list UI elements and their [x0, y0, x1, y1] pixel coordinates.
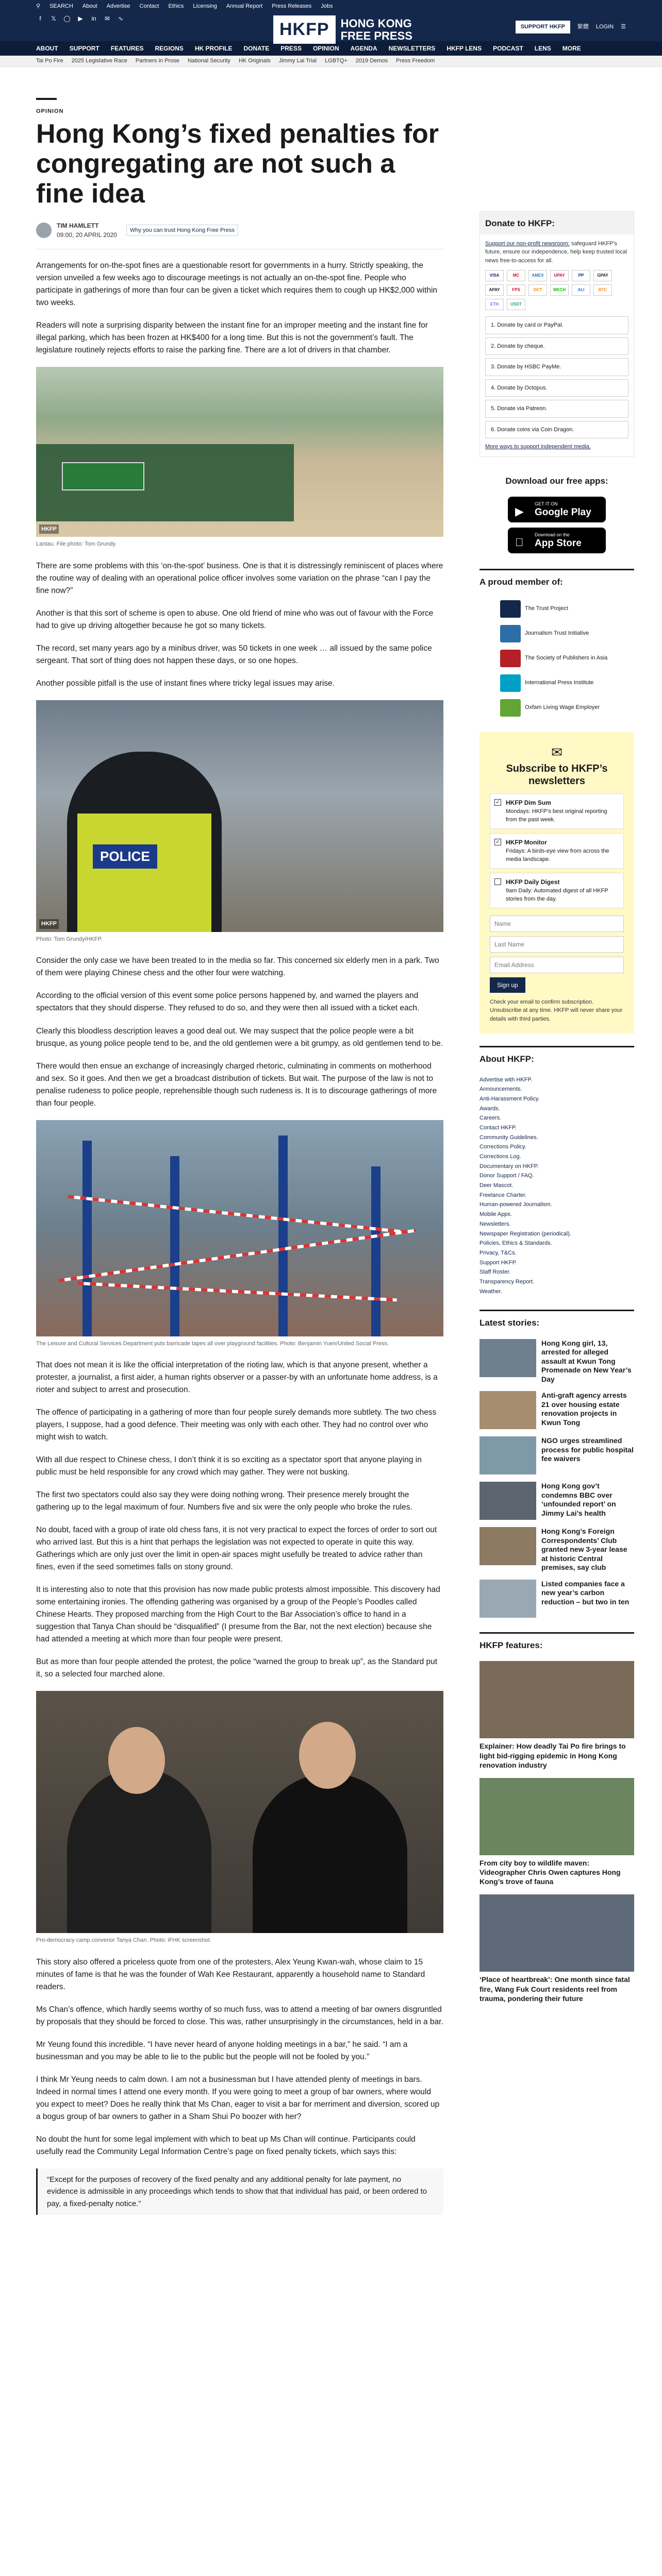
paragraph: It is interesting also to note that this provision has now made public protests almost impossible. This discovery had some entertaining ironies. The offending gathering was organised by a group of the People’s Poodles called Chinese Hearts. They proposed marching from the High Court to the Bar Association’s office to hand in a suggestion that Tanya Chan should be “disqualified” (I presume from the Bar, not the next election) because she had attended a meeting at which more than four people were present. — [36, 1585, 440, 1644]
figure-police — [36, 700, 443, 944]
newsletter-option-dim-sum[interactable] — [490, 793, 624, 829]
about-links — [479, 1075, 634, 1297]
nav-item-podcast[interactable]: PODCAST — [493, 45, 523, 52]
trending-tag[interactable]: Jimmy Lai Trial — [278, 58, 317, 64]
feature-title[interactable]: ‘Place of heartbreak’: One month since fatal fire, Wang Fuk Court residents reel from trauma, pondering their future — [479, 1975, 630, 2003]
about-link[interactable]: Policies, Ethics & Standards. — [479, 1240, 552, 1247]
photo-playground-tape — [36, 1120, 443, 1336]
last-name-input[interactable]: Last Name — [490, 936, 624, 953]
donate-widget — [479, 211, 634, 457]
youtube-icon[interactable]: ▶ — [78, 15, 83, 22]
about-link[interactable]: Careers. — [479, 1115, 502, 1122]
trending-tag[interactable]: Partners in Prose — [135, 58, 179, 64]
apple-icon — [515, 534, 524, 551]
donate-intro — [480, 240, 634, 265]
newsletter-heading: Subscribe to HKFP’s newsletters — [506, 762, 608, 787]
rss-icon[interactable]: ∿ — [118, 15, 124, 22]
logo-mark: HKFP — [273, 15, 336, 44]
first-name-input[interactable]: Name — [490, 916, 624, 932]
about-link[interactable]: Staff Roster. — [479, 1269, 511, 1276]
nav-item-more[interactable]: MORE — [562, 45, 581, 52]
paragraph: Arrangements for on-the-spot fines are a questionable resort for governments in a hurry. Strictly speaking, the version unveiled a few weeks ago to discourage meetings is not actually an on-the-spot fine. People who participate in gatherings of more than four can be given a ticket which requires them to cough up HK$2,000 within two weeks. — [36, 261, 438, 308]
logo-line-2: FREE PRESS — [340, 29, 412, 42]
payment-methods — [480, 270, 634, 310]
language-toggle[interactable]: 繁體 — [577, 24, 589, 30]
feature-story[interactable] — [479, 1778, 634, 1887]
legal-quote: “Except for the purposes of recovery of the fixed penalty and any additional penalty for late payment, no evidence is admissible in any proceedings which tends to show that that individual has paid, or been ordered to pay, a fixed-penalty notice.” — [36, 2168, 443, 2215]
latest-story-thumbnail[interactable] — [479, 1339, 536, 1377]
photo-face — [108, 1727, 165, 1794]
nav-item-about[interactable]: ABOUT — [36, 45, 58, 52]
photo-caption: Pro-democracy camp convenor Tanya Chan. Photo: iFHK screenshot. — [36, 1937, 211, 1944]
nav-item-opinion[interactable]: OPINION — [312, 45, 339, 52]
octopus-icon: OCT — [528, 284, 547, 296]
latest-story-title[interactable]: Anti-graft agency arrests 21 over housing estate renovation projects in Kwun Tong — [541, 1391, 627, 1427]
about-link[interactable]: Human-powered Journalism. — [479, 1201, 552, 1208]
about-link[interactable]: Awards. — [479, 1105, 500, 1112]
feature-title[interactable]: Explainer: How deadly Tai Po fire brings to light bid-rigging epidemic in Hong Kong renovation industry — [479, 1742, 626, 1769]
x-icon[interactable]: 𝕏 — [51, 15, 56, 22]
photo-pole — [82, 1141, 92, 1336]
nav-item-agenda[interactable]: AGENDA — [350, 45, 377, 52]
google-play-icon: ▶ — [515, 505, 524, 518]
about-link[interactable]: Transparency Report. — [479, 1278, 534, 1285]
alipay-icon: ALI — [572, 284, 590, 296]
newsletter-option-name: HKFP Monitor — [506, 838, 547, 846]
topbar-link-press-releases[interactable]: Press Releases — [272, 3, 312, 9]
paragraph: This story also offered a priceless quote from one of the protesters, Alex Yeung Kwan-wah, whose claim to 15 minutes of fame is that he was the founder of Wah Kee Restaurant, apparently a household name to Standard readers. — [36, 1957, 425, 1991]
apple-pay-icon: APAY — [485, 284, 504, 296]
nav-item-hk-profile[interactable]: HK PROFILE — [194, 45, 233, 52]
feature-image[interactable] — [479, 1894, 634, 1972]
sign-up-button[interactable]: Sign up — [490, 977, 525, 993]
about-link[interactable]: Mobile Apps. — [479, 1211, 512, 1218]
paragraph: But as more than four people attended the protest, the police “warned the group to break up”, as the Standard put it, so a selected four marched alone. — [36, 1657, 438, 1679]
member-trust-project[interactable] — [500, 600, 634, 618]
paragraph: Another possible pitfall is the use of instant fines where tricky legal issues may arise. — [36, 679, 335, 688]
paragraph: Readers will note a surprising disparity between the instant fine for an improper meeting and the instant fine for illegal parking, which has been frozen at HK$400 for a long time. But this is not the government’s fault. The legislature routinely rejects efforts to raise the parking fine. There are a lot of drivers in that chamber. — [36, 321, 428, 355]
email-input[interactable]: Email Address — [490, 957, 624, 973]
about-link[interactable]: Corrections Log. — [479, 1154, 521, 1160]
paragraph: There would then ensue an exchange of increasingly charged rhetoric, culminating in comments on motherhood and sex. So it goes. And then we get a broadcast distribution of tickets. But wait. The purpose of the law is not to penalise rudeness to police people, reprehensible though such rudeness is. It is to discourage gatherings of more than four people. — [36, 1061, 437, 1108]
photo-caption: Photo: Tom Grundy/HKFP. — [36, 936, 103, 942]
photo-lantau-beach — [36, 367, 443, 537]
feature-image[interactable] — [479, 1661, 634, 1738]
amex-icon: AMEX — [528, 270, 547, 281]
paragraph: I think Mr Yeung needs to calm down. I am not a businessman but I have attended plenty of meetings in bars. Indeed in normal times I attend one every month. If you were going to meet a group of bar owners, where would you expect to meet? Does he really think that Ms Chan, eager to visit a bar for merriment and diversion, scored up a bogus group of bar owners to gather in a Sham Shui Po boozer with her? — [36, 2075, 440, 2122]
facebook-icon[interactable]: f — [39, 15, 41, 22]
photo-pole — [170, 1156, 179, 1336]
trust-project-logo — [500, 600, 521, 618]
checkbox-checked-icon[interactable]: ✓ — [494, 799, 501, 806]
member-label: The Society of Publishers in Asia — [525, 655, 608, 662]
fps-icon: FPS — [507, 284, 525, 296]
feature-story[interactable] — [479, 1661, 634, 1770]
menu-icon[interactable]: ☰ — [621, 24, 626, 30]
photo-caption: Lantau. File photo: Tom Grundy. — [36, 541, 117, 548]
latest-story[interactable] — [479, 1580, 634, 1618]
paragraph: The record, set many years ago by a minibus driver, was 50 tickets in one week … all issued by the same police sergeant. That sort of thing does not happen these days, or so one hopes. — [36, 643, 432, 665]
about-link[interactable]: Privacy, T&Cs. — [479, 1249, 517, 1256]
latest-story-thumbnail[interactable] — [479, 1580, 536, 1618]
paragraph: No doubt, faced with a group of irate old chess fans, it is not very practical to expect the forces of order to sort out who arrived last. But this is a hint that perhaps the legislation was not expected to operate in quite this way. Gatherings which are only just over the limit in open-air spaces might usefully be treated to advice rather than fines, even if the seed sometimes falls on stony ground. — [36, 1526, 437, 1572]
latest-story-title[interactable]: Hong Kong’s Foreign Correspondents’ Club granted new 3-year lease at historic Central premises, say club — [541, 1527, 627, 1572]
paragraph: Mr Yeung found this incredible. “I have never heard of anyone holding meetings in a bar,” he said. “I am a businessman and you may be able to lie to the public but the people will not be fooled by you.” — [36, 2040, 408, 2062]
newsletter-option-desc: Fridays: A birds-eye view from across the media landscape. — [506, 848, 609, 862]
paragraph: The first two spectators could also say they were doing nothing wrong. Their presence merely brought the gathering up to the legal maximum of four. Numbers five and six were the only people who broke the rules. — [36, 1490, 412, 1512]
donate-intro-link[interactable]: Support our non-profit newsroom: — [485, 240, 570, 247]
newsletter-option-desc: 9am Daily: Automated digest of all HKFP stories from the day. — [506, 887, 608, 902]
member-label: The Trust Project — [525, 605, 568, 612]
author-name[interactable]: TIM HAMLETT — [57, 222, 99, 230]
search-link[interactable]: SEARCH — [49, 3, 73, 9]
donate-heading: Donate to HKFP: — [480, 212, 634, 234]
about-link[interactable]: Documentary on HKFP. — [479, 1163, 539, 1170]
newsletter-option-name: HKFP Daily Digest — [506, 878, 560, 886]
paragraph: That does not mean it is like the official interpretation of the rioting law, which is that anyone present, whether a protester, a journalist, a first aider, a human rights observer or a passer-by with an unfortunate home address, is a rioter and subject to arrest and prosecution. — [36, 1361, 438, 1395]
logo-wordmark — [341, 18, 412, 41]
about-link[interactable]: Community Guidelines. — [479, 1134, 538, 1141]
member-heading: A proud member of: — [479, 569, 634, 593]
feature-story[interactable] — [479, 1894, 634, 2003]
google-play-button[interactable] — [508, 497, 606, 522]
envelope-icon: ✉ — [551, 744, 562, 760]
member-sopa[interactable] — [500, 650, 634, 667]
feature-title[interactable]: From city boy to wildlife maven: Videographer Chris Owen captures Hong Kong’s trove of fauna — [479, 1858, 621, 1886]
about-link[interactable]: Support HKFP. — [479, 1259, 517, 1266]
bitcoin-icon: BTC — [593, 284, 612, 296]
login-link[interactable]: LOGIN — [595, 24, 614, 30]
top-utility-bar — [0, 0, 662, 12]
photo-officer-vest — [77, 814, 211, 932]
nav-item-regions[interactable]: REGIONS — [155, 45, 184, 52]
figure-tanya-chan — [36, 1691, 443, 1945]
photo-sign — [62, 462, 144, 490]
photo-face — [299, 1722, 356, 1789]
donate-intro-text: safeguard HKFP’s future, ensure our independence, help keep trusted local news free-to-access for all. — [485, 240, 627, 264]
latest-story-title[interactable]: Listed companies face a new year’s carbon reduction – but two in ten — [541, 1579, 630, 1606]
topbar-link-annual-report[interactable]: Annual Report — [226, 3, 263, 9]
title-rule — [36, 98, 57, 100]
latest-story-thumbnail[interactable] — [479, 1436, 536, 1475]
tether-icon: USDT — [507, 299, 525, 310]
photo-tape — [58, 1229, 416, 1282]
ethereum-icon: ETH — [485, 299, 504, 310]
photo-tanya-chan — [36, 1691, 443, 1933]
paragraph: There are some problems with this ‘on-the-spot’ business. One is that it is distressingly reminiscent of places where the routine way of dealing with an operational police officer involves some variation on the phrase “can I pay the fine now?” — [36, 561, 443, 595]
member-label: International Press Institute — [525, 680, 594, 686]
about-link[interactable]: Anti-Harassment Policy. — [479, 1095, 540, 1102]
mastercard-icon: MC — [507, 270, 525, 281]
about-link[interactable]: Weather. — [479, 1288, 502, 1295]
trending-tag[interactable]: LGBTQ+ — [325, 58, 347, 64]
newsletter-fine-print: Check your email to confirm subscription. Unsubscribe at any time. HKFP will never share your details with third parties. — [490, 998, 623, 1022]
author-avatar — [36, 223, 52, 238]
nav-item-press[interactable]: PRESS — [280, 45, 302, 52]
about-link[interactable]: Freelance Charter. — [479, 1192, 527, 1198]
about-link[interactable]: Advertise with HKFP. — [479, 1076, 533, 1083]
nav-item-lens[interactable]: LENS — [534, 45, 551, 52]
trending-tag[interactable]: 2019 Demos — [355, 58, 388, 64]
latest-story-title[interactable]: Hong Kong girl, 13, arrested for alleged assault at Kwun Tong Promenade on New Year’s Day — [541, 1338, 632, 1383]
checkbox-unchecked-icon[interactable] — [494, 878, 501, 885]
about-link[interactable]: Contact HKFP. — [479, 1124, 517, 1131]
trust-badge-link[interactable]: Why you can trust Hong Kong Free Press — [126, 225, 238, 236]
donate-option-coins[interactable]: 6. Donate coins via Coin Dragon. — [485, 421, 628, 439]
figure-playground — [36, 1120, 443, 1348]
member-label: Oxfam Living Wage Employer — [525, 704, 600, 711]
newsletter-option-daily-digest[interactable] — [490, 873, 624, 908]
about-link[interactable]: Deer Mascot. — [479, 1182, 514, 1189]
features-heading: HKFP features: — [479, 1632, 634, 1656]
oxfam-logo — [500, 699, 521, 717]
trending-tag[interactable]: 2025 Legislative Race — [71, 58, 127, 64]
paragraph: Clearly this bloodless description leaves a good deal out. We may suspect that the police people were a bit brusque, as young police people tend to be, and the old gentlemen were a bit grumpy, as old gentlemen tend to be. — [36, 1026, 443, 1048]
paypal-icon: PP — [572, 270, 590, 281]
google-pay-icon: GPAY — [593, 270, 612, 281]
nav-item-newsletters[interactable]: NEWSLETTERS — [388, 45, 436, 52]
newsletter-signup — [479, 732, 634, 1034]
sidebar — [479, 211, 634, 2011]
unionpay-icon: UPAY — [550, 270, 569, 281]
nav-item-hkfp-lens[interactable]: HKFP LENS — [446, 45, 482, 52]
linkedin-icon[interactable]: in — [91, 15, 96, 22]
photo-vest-label: POLICE — [93, 844, 157, 869]
nav-item-donate[interactable]: DONATE — [243, 45, 270, 52]
article — [36, 98, 443, 2215]
figure-lantau — [36, 367, 443, 549]
about-link[interactable]: Newsletters. — [479, 1221, 511, 1227]
latest-story-title[interactable]: Hong Kong gov’t condemns BBC over ‘unfounded report’ on Jimmy Lai’s health — [541, 1482, 616, 1517]
newsletter-option-monitor[interactable] — [490, 833, 624, 869]
masthead — [0, 12, 662, 41]
paragraph: With all due respect to Chinese chess, I don’t think it is so exciting as a spectator sport that anyone playing in public must be held responsible for any crowd which may gather. They were not busking. — [36, 1455, 422, 1477]
photo-tape — [68, 1195, 406, 1233]
support-hkfp-button[interactable]: SUPPORT HKFP — [516, 21, 570, 33]
google-play-small-text: GET IT ON — [535, 501, 558, 506]
trending-bar — [0, 56, 662, 67]
donate-option-octopus[interactable]: 4. Donate by Octopus. — [485, 379, 628, 397]
newsletter-option-name: HKFP Dim Sum — [506, 799, 551, 806]
byline — [36, 221, 443, 249]
latest-story[interactable] — [479, 1527, 634, 1572]
app-store-small-text: Download on the — [535, 532, 570, 537]
latest-story[interactable] — [479, 1339, 634, 1384]
hkfp-watermark: HKFP — [39, 524, 59, 534]
latest-heading: Latest stories: — [479, 1310, 634, 1334]
about-link[interactable]: Donor Support / FAQ. — [479, 1173, 534, 1179]
nav-item-features[interactable]: FEATURES — [110, 45, 144, 52]
feature-image[interactable] — [479, 1778, 634, 1855]
jti-logo — [500, 625, 521, 642]
more-ways-link[interactable]: More ways to support independent media. — [485, 444, 591, 450]
member-label: Journalism Trust Initiative — [525, 630, 589, 637]
photo-police-officer — [36, 700, 443, 932]
sopa-logo — [500, 650, 521, 667]
latest-story[interactable] — [479, 1436, 634, 1475]
latest-story-title[interactable]: NGO urges streamlined process for public hospital fee waivers — [541, 1436, 634, 1463]
instagram-icon[interactable]: ◯ — [63, 15, 71, 22]
visa-icon: VISA — [485, 270, 504, 281]
about-link[interactable]: Corrections Policy. — [479, 1144, 526, 1150]
donate-option-cheque[interactable]: 2. Donate by cheque. — [485, 337, 628, 355]
photo-person — [253, 1773, 407, 1933]
ipi-logo — [500, 674, 521, 692]
hkfp-watermark: HKFP — [39, 919, 59, 929]
topbar-link-licensing[interactable]: Licensing — [193, 3, 217, 9]
topbar-link-about[interactable]: About — [82, 3, 97, 9]
latest-story-thumbnail[interactable] — [479, 1482, 536, 1520]
topbar-link-contact[interactable]: Contact — [139, 3, 159, 9]
photo-pole — [278, 1136, 288, 1336]
photo-tape — [77, 1281, 396, 1301]
latest-story-thumbnail[interactable] — [479, 1391, 536, 1429]
app-store-button[interactable] — [508, 528, 606, 553]
app-store-large-text: App Store — [535, 538, 582, 549]
paragraph: Consider the only case we have been treated to in the media so far. This concerned six elderly men in a park. Two of them were playing Chinese chess and the other four were watching. — [36, 956, 439, 978]
donate-option-patreon[interactable]: 5. Donate via Patreon. — [485, 400, 628, 418]
wechat-pay-icon: WECH — [550, 284, 569, 296]
article-category[interactable]: OPINION — [36, 108, 64, 114]
member-oxfam[interactable] — [500, 699, 634, 717]
topbar-link-advertise[interactable]: Advertise — [106, 3, 130, 9]
about-link[interactable]: Newspaper Registration (periodical). — [479, 1230, 571, 1237]
email-icon[interactable]: ✉ — [104, 15, 110, 22]
trending-tag[interactable]: National Security — [187, 58, 230, 64]
photo-caption: The Leisure and Cultural Services Department puts barricade tapes all over playground facilities. Photo: Benjamin Yuen/United Social Press. — [36, 1340, 389, 1347]
about-heading: About HKFP: — [479, 1046, 634, 1070]
social-links — [36, 14, 125, 23]
donate-option-card[interactable]: 1. Donate by card or PayPal. — [485, 316, 628, 334]
publish-date: 09:00, 20 APRIL 2020 — [57, 231, 117, 239]
latest-story-thumbnail[interactable] — [479, 1527, 536, 1565]
logo-line-1: HONG KONG — [340, 17, 412, 30]
trending-tag[interactable]: HK Originals — [238, 58, 271, 64]
photo-pole — [371, 1166, 380, 1336]
topbar-link-jobs[interactable]: Jobs — [321, 3, 333, 9]
search-icon[interactable]: ⚲ — [36, 3, 41, 9]
paragraph: The offence of participating in a gathering of more than four people surely demands more subtlety. The two chess players, I suppose, had a good defence. Their meeting was only with each other. They had no control over who might wish to watch. — [36, 1408, 437, 1442]
paragraph: According to the official version of this event some police persons happened by, and warned the players and spectators that they should disperse. They refused to do so, and they were then all issued with a ticket each. — [36, 991, 420, 1013]
paragraph: No doubt the hunt for some legal implement with which to beat up Ms Chan will continue. Participants could usefully read the Community Legal Information Centre’s page on fixed penalty tickets, which says this: — [36, 2135, 416, 2157]
member-ipi[interactable] — [500, 674, 634, 692]
latest-story[interactable] — [479, 1482, 634, 1520]
trending-tag[interactable]: Press Freedom — [396, 58, 435, 64]
member-jti[interactable] — [500, 625, 634, 642]
site-logo[interactable] — [273, 15, 412, 44]
donate-option-payme[interactable]: 3. Donate by HSBC PayMe. — [485, 358, 628, 376]
paragraph: Ms Chan’s offence, which hardly seems worthy of so much fuss, was to attend a meeting of bar owners disgruntled by proposals that they should be forced to close. This was, rather unsurprisingly in the circumstances, held in a bar. — [36, 2005, 443, 2026]
checkbox-checked-icon[interactable]: ✓ — [494, 839, 501, 845]
apps-heading: Download our free apps: — [505, 476, 608, 486]
about-link[interactable]: Announcements. — [479, 1086, 522, 1093]
latest-story[interactable] — [479, 1391, 634, 1429]
article-title: Hong Kong’s fixed penalties for congregating are not such a fine idea — [36, 118, 439, 209]
topbar-link-ethics[interactable]: Ethics — [168, 3, 184, 9]
paragraph: Another is that this sort of scheme is open to abuse. One old friend of mine who was out of favour with the Force had to give up driving altogether because he got so many tickets. — [36, 608, 434, 630]
newsletter-option-desc: Mondays: HKFP’s best original reporting from the past week. — [506, 808, 607, 823]
trending-tag[interactable]: Tai Po Fire — [36, 58, 63, 64]
google-play-large-text: Google Play — [535, 507, 591, 518]
masthead-actions — [516, 21, 626, 33]
nav-item-support[interactable]: SUPPORT — [69, 45, 100, 52]
